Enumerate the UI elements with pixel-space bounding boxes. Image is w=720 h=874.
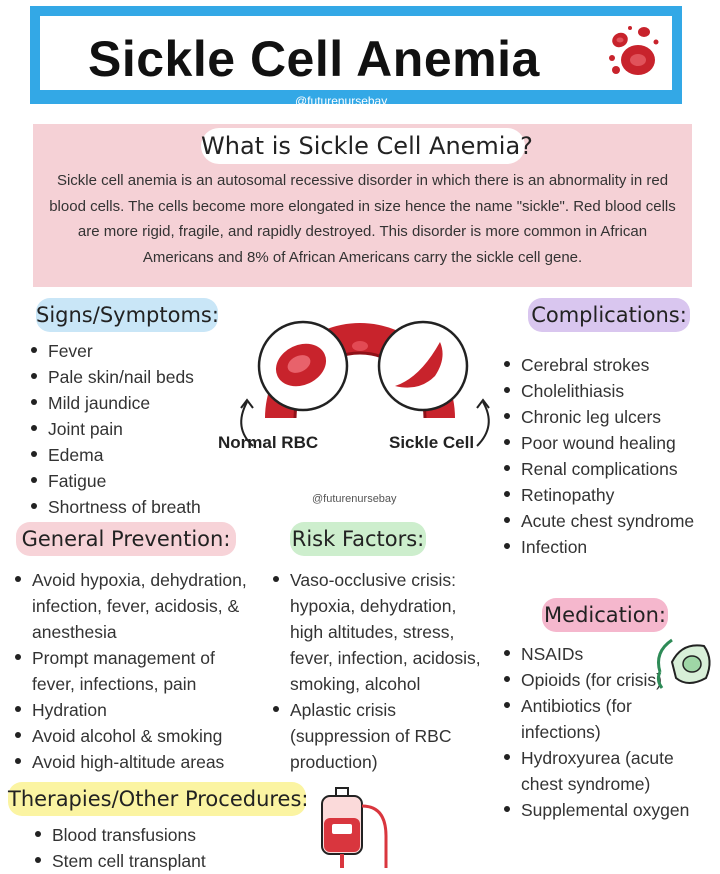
risk-heading: Risk Factors: — [290, 522, 426, 556]
list-item: Fever — [26, 338, 201, 364]
list-item: Blood transfusions — [30, 822, 206, 848]
title-banner-inner — [40, 16, 672, 90]
list-item: Antibiotics (for — [499, 693, 689, 719]
list-item: Prompt management of — [10, 645, 247, 671]
intro-heading: What is Sickle Cell Anemia? — [201, 128, 525, 164]
list-item: Shortness of breath — [26, 494, 201, 520]
list-item: Poor wound healing — [499, 430, 694, 456]
oxygen-mask-icon — [652, 632, 718, 694]
therapies-heading: Therapies/Other Procedures: — [8, 782, 306, 816]
list-item: Cholelithiasis — [499, 378, 694, 404]
prevention-heading: General Prevention: — [16, 522, 236, 556]
author-handle: @futurenursebay — [312, 493, 397, 505]
prevention-list — [10, 567, 247, 775]
complications-heading: Complications: — [528, 298, 690, 332]
arrow-icon — [477, 402, 489, 446]
list-item: Fatigue — [26, 468, 201, 494]
list-item-continued: production) — [290, 752, 378, 772]
list-item-continued: chest syndrome) — [521, 774, 651, 794]
list-item-continued: anesthesia — [32, 622, 117, 642]
therapies-list — [30, 822, 206, 874]
author-handle: @futurenursebay — [295, 94, 388, 108]
page-title: Sickle Cell Anemia — [88, 31, 540, 87]
list-item: Avoid hypoxia, dehydration, — [10, 567, 247, 593]
intro-text: Sickle cell anemia is an autosomal recessive disorder in which there is an abnormality in red blood cells. The cells become more elongated in size hence the name "sickle". Red blood cells are more rigid, fragile, and rapidly destroyed. This disorder is more common in African Americans and 8% of African Americans carry the sickle cell gene. — [49, 172, 676, 266]
rbc-illustration — [215, 318, 505, 478]
intro-section — [33, 124, 692, 287]
blood-bag-icon — [316, 786, 396, 868]
medication-heading: Medication: — [542, 598, 668, 632]
list-item: Chronic leg ulcers — [499, 404, 694, 430]
list-item: Hydroxyurea (acute — [499, 745, 689, 771]
list-item: Renal complications — [499, 456, 694, 482]
list-item: Aplastic crisis — [268, 697, 481, 723]
list-item: Avoid alcohol & smoking — [10, 723, 247, 749]
list-item-continued: hypoxia, dehydration, — [290, 596, 457, 616]
list-item-continued: (suppression of RBC — [290, 726, 452, 746]
signs-list — [26, 338, 201, 520]
list-item: Opioids (for crisis) — [499, 667, 689, 693]
list-item: Retinopathy — [499, 482, 694, 508]
sickle-cell-icon — [379, 322, 467, 410]
list-item: Mild jaundice — [26, 390, 201, 416]
list-item: Infection — [499, 534, 694, 560]
list-item: Stem cell transplant — [30, 848, 206, 874]
list-item: Avoid high-altitude areas — [10, 749, 247, 775]
blood-cells-icon — [606, 24, 660, 80]
list-item-continued: smoking, alcohol — [290, 674, 421, 694]
list-item: Joint pain — [26, 416, 201, 442]
list-item-continued: fever, infection, acidosis, — [290, 648, 481, 668]
list-item: Supplemental oxygen — [499, 797, 689, 823]
list-item-continued: infection, fever, acidosis, & — [32, 596, 240, 616]
list-item-continued: fever, infections, pain — [32, 674, 197, 694]
list-item-continued: high altitudes, stress, — [290, 622, 455, 642]
list-item: Hydration — [10, 697, 247, 723]
signs-heading: Signs/Symptoms: — [36, 298, 218, 332]
list-item: Pale skin/nail beds — [26, 364, 201, 390]
list-item: Cerebral strokes — [499, 352, 694, 378]
list-item: Vaso-occlusive crisis: — [268, 567, 481, 593]
risk-list — [268, 567, 481, 775]
sickle-cell-label: Sickle Cell — [389, 433, 475, 452]
complications-list — [499, 352, 694, 560]
title-banner — [30, 6, 682, 104]
normal-rbc-label: Normal RBC — [218, 433, 319, 452]
list-item: Acute chest syndrome — [499, 508, 694, 534]
list-item: Edema — [26, 442, 201, 468]
list-item-continued: infections) — [521, 722, 601, 742]
list-item: NSAIDs — [499, 641, 689, 667]
